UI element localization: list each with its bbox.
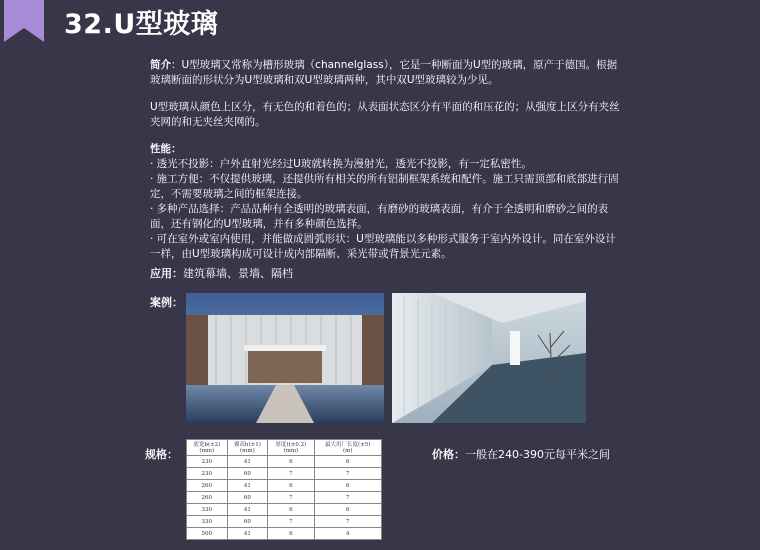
- table-cell: 330: [187, 504, 228, 516]
- intro-label: 简介: [150, 59, 171, 71]
- spec-label: 规格：: [145, 448, 178, 461]
- table-cell: 7: [268, 516, 314, 528]
- table-row: [187, 480, 382, 492]
- price-text: 一般在240-390元每平米之间: [465, 448, 610, 461]
- performance-label: 性能：: [150, 143, 182, 155]
- application-label: 应用：: [150, 267, 183, 280]
- table-cell: 60: [227, 492, 268, 504]
- cases-label: 案例：: [150, 296, 183, 309]
- table-cell: 41: [227, 456, 268, 468]
- table-cell: 7: [314, 516, 381, 528]
- application-text: 建筑幕墙、景墙、隔档: [183, 267, 293, 280]
- table-cell: 41: [227, 480, 268, 492]
- table-cell: 260: [187, 492, 228, 504]
- table-cell: 7: [268, 492, 314, 504]
- table-cell: 7: [268, 468, 314, 480]
- intro-paragraph: [150, 58, 620, 88]
- table-cell: 230: [187, 468, 228, 480]
- intro-text: ：U型玻璃又常称为槽形玻璃（channelglass），它是一种断面为U型的玻璃，原产于德国。根据玻璃断面的形状分为U型玻璃和双U型玻璃两种，其中双U型玻璃较为少见。: [150, 59, 618, 86]
- performance-item-light: · 透光不投影：户外直射光经过U玻就转换为漫射光，透光不投影，有一定私密性。: [150, 158, 532, 170]
- table-row: [187, 456, 382, 468]
- table-row: [187, 468, 382, 480]
- table-cell: 41: [227, 504, 268, 516]
- table-cell: 500: [187, 528, 228, 540]
- spec-table-header-row: [187, 440, 382, 456]
- table-row: [187, 528, 382, 540]
- spec-header-flange: 翼高h(±1) (mm): [227, 440, 268, 456]
- table-row: [187, 492, 382, 504]
- performance-section: [150, 142, 620, 262]
- case-photo-corridor: [392, 293, 586, 423]
- table-cell: 6: [268, 528, 314, 540]
- table-row: [187, 516, 382, 528]
- table-row: [187, 504, 382, 516]
- table-cell: 230: [187, 456, 228, 468]
- table-cell: 6: [314, 480, 381, 492]
- performance-item-construction: · 施工方便：不仅提供玻璃，还提供所有相关的所有铝制框架系统和配件。施工只需顶部和底部进行固定，不需要玻璃之间的框架连接。: [150, 173, 619, 200]
- table-cell: 6: [268, 456, 314, 468]
- table-cell: 260: [187, 480, 228, 492]
- table-cell: 6: [314, 504, 381, 516]
- spec-header-width: 底宽b(±2) (mm): [187, 440, 228, 456]
- purple-corner-tag: [4, 0, 48, 44]
- price-label: 价格：: [432, 448, 465, 461]
- case-photo-building-facade: [186, 293, 384, 423]
- table-cell: 60: [227, 516, 268, 528]
- table-cell: 4: [314, 528, 381, 540]
- performance-item-products: · 多种产品选择：产品品种有全透明的玻璃表面，有磨砂的玻璃表面，有介于全透明和磨砂之间的表面，还有钢化的U型玻璃，并有多种颜色选择。: [150, 203, 609, 230]
- application-row: [150, 265, 293, 281]
- classification-paragraph: U型玻璃从颜色上区分，有无色的和着色的；从表面状态区分有平面的和压花的；从强度上区分有夹丝夹网的和无夹丝夹网的。: [150, 101, 620, 128]
- spec-header-thickness: 厚度t(±0.2) (mm): [268, 440, 314, 456]
- table-cell: 330: [187, 516, 228, 528]
- table-cell: 7: [314, 468, 381, 480]
- table-cell: 7: [314, 492, 381, 504]
- table-cell: 60: [227, 468, 268, 480]
- spec-table: [186, 439, 382, 540]
- price-row: [432, 446, 610, 462]
- table-cell: 6: [268, 480, 314, 492]
- main-content: [150, 58, 620, 262]
- spec-header-length: 最大用厂长度(±5) (m): [314, 440, 381, 456]
- table-cell: 41: [227, 528, 268, 540]
- table-cell: 6: [314, 456, 381, 468]
- page-title: 32.U型玻璃: [64, 9, 219, 40]
- table-cell: 6: [268, 504, 314, 516]
- performance-item-usage: · 可在室外或室内使用，并能做成圆弧形状：U型玻璃能以多种形式服务于室内外设计。同在室外设计一样，由U型玻璃构成可设计成内部隔断、采光带或背景光元素。: [150, 233, 616, 260]
